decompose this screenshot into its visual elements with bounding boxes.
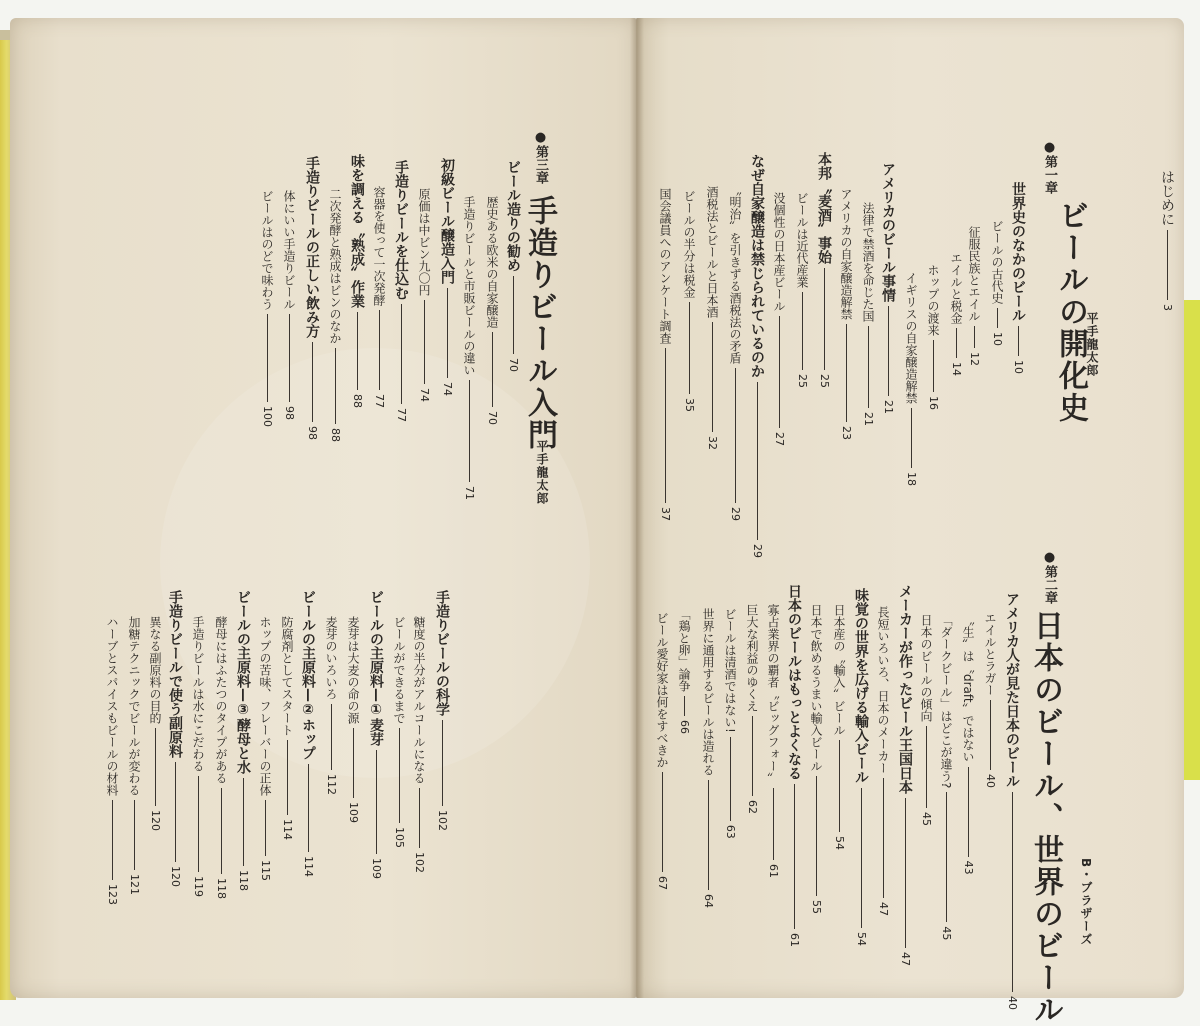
toc-item-title: ビール愛好家は何をすべきか (655, 612, 669, 768)
leader-line (905, 798, 906, 948)
toc-item-entry (989, 220, 1005, 346)
leader-line (376, 750, 377, 854)
toc-item-entry (411, 616, 427, 873)
leader-line (155, 728, 156, 806)
toc-section-title: 本邦〝麦酒〟事始 (816, 152, 832, 264)
intro-page: 3 (1161, 304, 1174, 311)
toc-item-entry (657, 188, 673, 521)
leader-line (888, 306, 889, 396)
leader-line (1012, 792, 1013, 992)
leader-line (946, 792, 947, 922)
toc-page-number: 67 (656, 876, 669, 890)
leader-line (735, 368, 736, 503)
leader-line (839, 740, 840, 832)
toc-page-number: 10 (1012, 360, 1025, 374)
toc-section-title: ビールの主原料—②ホップ (300, 590, 316, 760)
toc-page-number: 54 (833, 836, 846, 850)
cover-edge-right (1182, 300, 1200, 780)
toc-page-number: 25 (796, 374, 809, 388)
toc-page-number: 63 (724, 824, 737, 839)
toc-item-title: 〝生〟は〝draft〟ではない (961, 614, 975, 763)
toc-section-entry (749, 154, 765, 558)
toc-section-title: ビール造りの勧め (505, 160, 521, 272)
leader-line (757, 382, 758, 540)
leader-line (112, 800, 113, 880)
leader-line (684, 696, 685, 716)
toc-section-title: 手造りビールの科学 (434, 590, 450, 716)
leader-line (424, 300, 425, 384)
toc-page-number: 62 (746, 800, 759, 814)
toc-item-entry (371, 186, 387, 408)
leader-line (816, 776, 817, 896)
toc-section-title: 手造りビールの正しい飲み方 (304, 156, 320, 338)
toc-page-number: 74 (441, 382, 454, 396)
toc-item-entry (860, 202, 876, 426)
leader-line (357, 312, 358, 390)
leader-line (730, 737, 731, 821)
chapter-3-label: ●第三章 (533, 130, 548, 184)
chapter-1-author: 平手龍太郎 (1085, 312, 1099, 377)
toc-section-entry (853, 588, 869, 946)
toc-item-entry (918, 614, 934, 826)
toc-item-title: ホップの渡来 (926, 264, 940, 336)
toc-item-title: ビールはのどで味わう (260, 190, 274, 310)
toc-item-title: イギリスの自家醸造解禁 (904, 272, 918, 404)
toc-item-title: 法律で禁酒を命じた国 (861, 202, 875, 322)
toc-item-entry (808, 604, 824, 914)
leader-line (331, 704, 332, 770)
toc-page-number: 121 (128, 874, 141, 895)
toc-section-entry (1004, 592, 1020, 1010)
leader-line (379, 310, 380, 390)
leader-line (708, 780, 709, 890)
toc-item-entry (831, 604, 847, 850)
toc-page-number: 23 (840, 426, 853, 440)
toc-item-title: ビールは清酒ではない! (723, 608, 737, 733)
toc-page-number: 70 (507, 358, 520, 372)
toc-page-number: 114 (302, 856, 315, 877)
toc-item-entry (966, 226, 982, 366)
toc-section-entry (897, 584, 913, 966)
leader-line (926, 726, 927, 808)
leader-line (974, 326, 975, 348)
toc-section-entry (368, 590, 384, 879)
toc-item-entry (903, 272, 919, 486)
toc-page-number: 118 (215, 878, 228, 899)
leader-line (335, 348, 336, 424)
chapter-3-author: 平手龍太郎 (535, 440, 549, 505)
toc-item-title: ビールの古代史 (990, 220, 1004, 304)
toc-item-title: 「鶏と卵」論争 (677, 608, 691, 692)
toc-item-entry (391, 616, 407, 848)
leader-line (442, 720, 443, 806)
toc-page-number: 98 (306, 426, 319, 440)
leader-line (492, 332, 493, 407)
toc-page-number: 64 (702, 894, 715, 908)
toc-item-title: 異なる副原料の目的 (148, 616, 162, 724)
toc-page-number: 12 (968, 352, 981, 366)
toc-page-number: 21 (882, 400, 895, 414)
toc-page-number: 120 (169, 866, 182, 887)
toc-item-entry (700, 608, 716, 908)
toc-item-title: 国会議員へのアンケート調査 (658, 188, 672, 344)
leader-line (447, 288, 448, 378)
toc-page-number: 21 (862, 412, 875, 426)
toc-item-title: 手造りビールは水にこだわる (191, 616, 205, 772)
toc-item-entry (982, 612, 998, 788)
toc-item-title: 二次発酵と熟成はビンのなか (328, 188, 342, 344)
toc-item-title: ビールの半分は税金 (682, 190, 696, 298)
toc-page-number: 98 (283, 406, 296, 420)
leader-line (1167, 230, 1168, 300)
toc-item-title: ビールは近代産業 (795, 192, 809, 288)
toc-page-number: 45 (920, 812, 933, 826)
chapter-1-title: ビールの開化史 (1053, 200, 1088, 424)
toc-item-entry (722, 608, 738, 839)
toc-section-title: 手造りビールで使う副原料 (167, 590, 183, 758)
toc-page-number: 29 (729, 507, 742, 521)
toc-item-entry (765, 604, 781, 878)
toc-item-title: ビールができるまで (392, 616, 406, 724)
toc-item-title: 長短いろいろ、日本のメーカー (876, 606, 890, 774)
leader-line (933, 340, 934, 392)
chapter-2-author: B・ブラザーズ (1079, 858, 1093, 947)
toc-page-number: 40 (984, 774, 997, 788)
leader-line (289, 314, 290, 402)
toc-item-title: 巨大な利益のゆくえ (745, 604, 759, 712)
toc-section-title: 初級ビール醸造入門 (439, 158, 455, 284)
toc-page-number: 32 (706, 436, 719, 450)
leader-line (353, 728, 354, 798)
toc-section-entry (816, 152, 832, 388)
leader-line (265, 800, 266, 856)
toc-page-number: 118 (237, 870, 250, 891)
leader-line (861, 788, 862, 928)
toc-page-number: 77 (395, 408, 408, 422)
toc-item-entry (875, 606, 891, 916)
toc-item-title: 日本で飲めるうまい輸入ビール (809, 604, 823, 772)
toc-page-number: 54 (855, 932, 868, 946)
toc-item-title: エイルとラガー (983, 612, 997, 696)
toc-item-entry (327, 188, 343, 442)
toc-item-entry (126, 616, 142, 895)
toc-item-title: 手造りビールと市販ビールの違い (462, 196, 476, 376)
toc-page-number: 88 (329, 428, 342, 442)
toc-item-entry (771, 192, 787, 446)
toc-item-entry (484, 196, 500, 425)
toc-item-title: 糖度の半分がアルコールになる (412, 616, 426, 784)
toc-page-number: 114 (281, 819, 294, 840)
chapter-1-label: ●第一章 (1042, 140, 1057, 194)
intro-entry (1160, 170, 1174, 311)
leader-line (689, 302, 690, 394)
leader-line (824, 268, 825, 370)
toc-item-title: 「ダークビール」はどこが違う? (939, 614, 953, 789)
leader-line (752, 716, 753, 796)
toc-section-entry (1010, 182, 1026, 374)
toc-page-number: 102 (436, 810, 449, 831)
toc-item-title: 体にいい手造りビール (282, 190, 296, 310)
toc-page-number: 29 (751, 544, 764, 558)
toc-page-number: 35 (683, 398, 696, 412)
leader-line (846, 324, 847, 422)
leader-line (883, 778, 884, 898)
leader-line (243, 778, 244, 866)
toc-section-title: 世界史のなかのビール (1010, 182, 1026, 322)
book-gutter (630, 18, 644, 998)
toc-section-entry (505, 160, 521, 372)
leader-line (175, 762, 176, 862)
toc-section-title: メーカーが作ったビール王国日本 (897, 584, 913, 794)
toc-section-title: アメリカのビール事情 (880, 162, 896, 302)
leader-line (868, 326, 869, 408)
toc-section-entry (439, 158, 455, 396)
leader-line (399, 728, 400, 823)
toc-section-title: 日本のビールはもっとよくなる (786, 584, 802, 780)
leader-line (287, 740, 288, 815)
toc-section-entry (880, 162, 896, 414)
toc-page-number: 55 (810, 900, 823, 914)
toc-section-title: ビールの主原料—①麦芽 (368, 590, 384, 746)
toc-section-entry (235, 590, 251, 891)
toc-section-title: 味を調える〝熟成〟作業 (349, 154, 365, 308)
chapter-3-title: 手造りビール入門 (522, 195, 557, 451)
toc-page-number: 120 (149, 810, 162, 831)
toc-item-entry (938, 614, 954, 940)
toc-page-number: 112 (325, 774, 338, 795)
leader-line (419, 788, 420, 848)
leader-line (794, 784, 795, 929)
toc-item-entry (925, 264, 941, 410)
toc-section-entry (304, 156, 320, 440)
leader-line (665, 348, 666, 503)
toc-page-number: 43 (962, 860, 975, 875)
toc-page-number: 47 (877, 902, 890, 916)
toc-item-entry (654, 612, 670, 890)
toc-item-entry (257, 616, 273, 881)
leader-line (221, 788, 222, 874)
toc-page-number: 37 (659, 507, 672, 521)
toc-item-entry (279, 616, 295, 840)
toc-section-entry (434, 590, 450, 831)
leader-line (990, 700, 991, 770)
toc-item-entry (323, 616, 339, 795)
leader-line (956, 328, 957, 358)
toc-item-title: 容器を使って一次発酵 (372, 186, 386, 306)
toc-section-title: 味覚の世界を広げる輸入ビール (853, 588, 869, 784)
leader-line (198, 776, 199, 872)
toc-item-title: 没個性の日本産ビール (772, 192, 786, 312)
leader-line (267, 314, 268, 402)
toc-page-number: 16 (927, 396, 940, 410)
toc-page-number: 61 (767, 864, 780, 878)
toc-page-number: 61 (788, 933, 801, 947)
toc-page-number: 77 (373, 394, 386, 408)
leader-line (134, 800, 135, 870)
toc-page-number: 47 (899, 952, 912, 966)
leader-line (312, 342, 313, 422)
toc-section-entry (786, 584, 802, 947)
toc-page-number: 119 (192, 876, 205, 897)
toc-page-number: 18 (905, 472, 918, 486)
toc-item-entry (676, 608, 692, 734)
toc-item-entry (281, 190, 297, 420)
toc-item-entry (213, 616, 229, 899)
toc-item-title: 原価は中ビン九〇円 (417, 188, 431, 296)
toc-item-entry (681, 190, 697, 412)
toc-item-title: 麦芽は大麦の命の源 (346, 616, 360, 724)
leader-line (997, 308, 998, 328)
toc-item-entry (259, 190, 275, 427)
toc-section-entry (349, 154, 365, 408)
toc-item-title: 酒税法とビールと日本酒 (705, 186, 719, 318)
leader-line (712, 322, 713, 432)
leader-line (662, 772, 663, 872)
toc-page-number: 71 (463, 486, 476, 500)
toc-item-title: ハーブとスパイスもビールの材料 (105, 616, 119, 796)
toc-item-entry (416, 188, 432, 402)
leader-line (401, 304, 402, 404)
toc-item-entry (948, 252, 964, 376)
toc-item-title: 世界に通用するビールは造れる (701, 608, 715, 776)
toc-page-number: 74 (418, 388, 431, 402)
toc-item-entry (960, 614, 976, 875)
leader-line (469, 380, 470, 482)
chapter-2-title: 日本のビール、世界のビール (1028, 610, 1063, 1026)
toc-item-title: 日本産の〝輸入〟ビール (832, 604, 846, 736)
leader-line (911, 408, 912, 468)
toc-item-entry (345, 616, 361, 823)
toc-page-number: 102 (413, 852, 426, 873)
toc-section-title: なぜ自家醸造は禁じられているのか (749, 154, 765, 378)
toc-page-number: 109 (370, 858, 383, 879)
toc-section-entry (167, 590, 183, 887)
chapter-2-label: ●第二章 (1042, 550, 1057, 604)
toc-section-title: 手造りビールを仕込む (393, 160, 409, 300)
toc-item-entry (744, 604, 760, 814)
toc-item-title: 酵母にはふたつのタイプがある (214, 616, 228, 784)
toc-item-entry (704, 186, 720, 450)
toc-page-number: 105 (393, 827, 406, 848)
toc-page-number: 27 (773, 432, 786, 446)
toc-item-entry (838, 188, 854, 440)
toc-item-title: 麦芽のいろいろ (324, 616, 338, 700)
toc-section-title: アメリカ人が見た日本のビール (1004, 592, 1020, 788)
leader-line (513, 276, 514, 354)
toc-item-title: 加糖テクニックでビールが変わる (127, 616, 141, 796)
toc-item-entry (461, 196, 477, 500)
toc-item-title: エイルと税金 (949, 252, 963, 324)
leader-line (308, 764, 309, 852)
toc-item-title: 〝明治〟を引きずる酒税法の矛盾 (728, 184, 742, 364)
toc-page-number: 88 (351, 394, 364, 408)
toc-page-number: 123 (106, 884, 119, 905)
toc-item-title: アメリカの自家醸造解禁 (839, 188, 853, 320)
leader-line (773, 788, 774, 860)
toc-page-number: 109 (347, 802, 360, 823)
toc-item-entry (147, 616, 163, 831)
toc-page-number: 100 (261, 406, 274, 427)
toc-item-title: 歴史ある欧米の自家醸造 (485, 196, 499, 328)
leader-line (779, 316, 780, 428)
toc-item-title: ホップの苦味、フレーバーの正体 (258, 616, 272, 796)
toc-page-number: 25 (818, 374, 831, 388)
toc-page-number: 70 (486, 411, 499, 425)
toc-section-title: ビールの主原料—③酵母と水 (235, 590, 251, 774)
toc-page-number: 66 (678, 720, 691, 734)
toc-page-number: 10 (991, 332, 1004, 346)
toc-page-number: 40 (1006, 996, 1019, 1010)
toc-item-entry (727, 184, 743, 521)
toc-page-number: 14 (950, 362, 963, 376)
leader-line (1018, 326, 1019, 356)
leader-line (802, 292, 803, 370)
toc-item-entry (794, 192, 810, 388)
intro-label: はじめに (1159, 170, 1175, 226)
toc-item-entry (190, 616, 206, 897)
leader-line (968, 767, 969, 857)
toc-item-title: 寡占業界の覇者〝ビッグフォー〟 (766, 604, 780, 784)
toc-page-number: 45 (940, 926, 953, 941)
toc-page-number: 115 (259, 860, 272, 881)
toc-section-entry (300, 590, 316, 877)
toc-item-entry (104, 616, 120, 905)
toc-item-title: 征服民族とエイル (967, 226, 981, 322)
toc-item-title: 日本のビールの傾向 (919, 614, 933, 722)
toc-item-title: 防腐剤としてスタート (280, 616, 294, 736)
toc-section-entry (393, 160, 409, 422)
